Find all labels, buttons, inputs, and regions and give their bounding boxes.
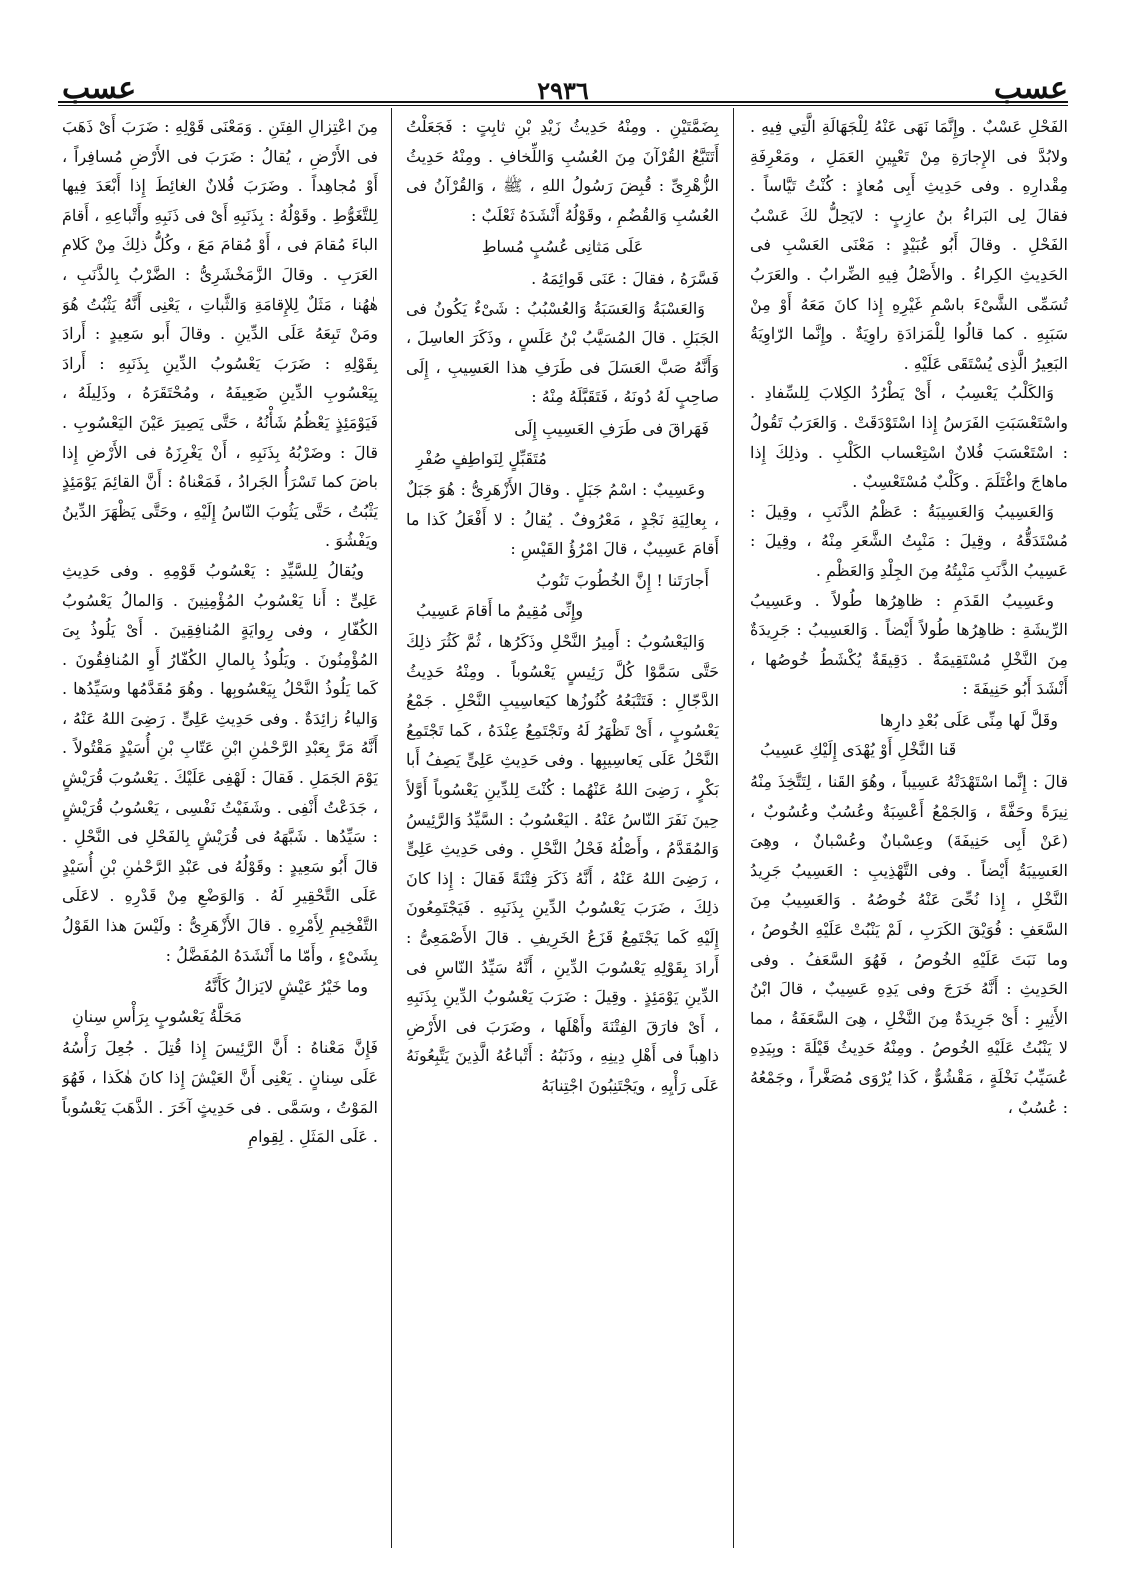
paragraph: وعَسِيبٌ : اسْمُ جَبَلٍ . وقالَ الأَزْهَرِىُّ : هُوَ جَبَلٌ ، بِعالِيَةِ نَجْدٍ ، مَعْرُوفٌ . يُقالُ : لا أَفْعَلُ كَذا ما أَقامَ عَسِيبٌ ، قالَ امْرُؤُ القَيْسِ : [406,480,719,559]
head-word-left: عسب [62,71,137,106]
paragraph: فَإِنَّ مَعْناهُ : أَنَّ الرَّئِيسَ إِذا قُتِلَ . جُعِلَ رَأْسُهُ عَلَى سِنانٍ . يَعْنِى أَنَّ العَيْشَ إِذا كانَ هٰكَذا ، فَهُوَ المَوْتُ ، وسَمَّى . فى حَدِيثٍ آخَرَ . الذَّهَبَ يَعْسُوباً . عَلَى المَثَلِ . لِقِوامِ [62,1038,378,1147]
verse-hemistich-second: مُتَقَبِّلٍ لِنَواطِفٍ صُفْرِ [416,448,547,468]
header-rule-thin [58,105,1068,106]
verse-hemistich-first: فَهَراقَ فى طَرَفِ العَسِيبِ إِلَى [514,418,709,438]
verse [406,566,719,625]
paragraph: وعَسِيبُ القَدَمِ : ظاهِرُها طُولاً . وعَسِيبُ الرِّيشَةِ : ظاهِرُها طُولاً أَيْضاً . وَالعَسِيبُ : جَرِيدَةٌ مِنَ النَّخْلِ مُسْتَقِيمَةٌ . دَقِيقَةٌ يُكْشَطُ خُوصُها ، أَنْشَدَ أَبُو حَنِيفَةَ : [750,590,1068,699]
verse-hemistich-second: مَحَلَّةُ يَعْسُوبٍ بِرَأْسِ سِنانِ [72,1006,242,1026]
verse [62,972,378,1031]
column-left [62,112,378,1548]
paragraph: وَالعَسْبَةُ وَالعَسَبَةُ وَالعُسْبُبُ : شَىْءٌ يَكُونُ فى الجَبَلِ . قالَ المُسَيَّبُ بْنُ عَلَسٍ ، وذَكَرَ العاسِلَ ، وَأَنَّهُ صَبَّ العَسَلَ فى طَرَفِ هذا العَسِيبِ ، إِلَى صاحِبٍ لَهُ دُونَهُ ، فَتَقَبَّلَهُ مِنْهُ : [406,298,719,407]
paragraph: وَالكَلْبُ يَعْسِبُ ، أَىْ يَطْرُدُ الكِلابَ لِلسِّفادِ . واسْتَعْسَبَتِ الفَرَسُ إِذا اسْتَوْدَقَتْ . وَالعَرَبُ تَقُولُ : اسْتَعْسَبَ فُلانٌ اسْتِعْساب الكَلْبِ . وذلِكَ إِذا ماهاجَ واغْتَلَمَ . وكَلْبٌ مُسْتَعْسِبٌ . [750,383,1068,492]
head-word-right: عسب [993,71,1068,106]
paragraph: فَسَّرَهُ ، فقالَ : عَنَى قَوائِمَهُ . [531,268,719,288]
verse-hemistich-first: عَلَى مَثانِى عُسُبٍ مُساطِ [481,237,644,257]
verse [406,414,719,473]
verse-hemistich-second: قَنا النَّخْلِ أَوْ يُهْدَى إِلَيْكِ عَسِيبُ [760,740,957,760]
paragraph: وَاليَعْسُوبُ : أَمِيرُ النَّحْلِ وذَكَرُها ، ثُمَّ كَثُرَ ذلِكَ حَتَّى سَمَّوْا كُلَّ رَئِيسٍ يَعْسُوباً . ومِنْهُ حَدِيثُ الدَّجّالِ : فَتَتْبَعُهُ كُنُوزُها كيَعاسِيبِ النَّحْلِ . جَمْعُ يَعْسُوبٍ ، أَىْ تَظْهَرُ لَهُ وتَجْتَمِعُ عِنْدَهُ ، كَما تَجْتَمِعُ النَّحْلُ عَلَى يَعاسِيبِها . وفى حَدِيثِ عَلِىٍّ يَصِفُ أَبا بَكْرٍ ، رَضِىَ اللهُ عَنْهُما : كُنْتَ لِلدِّينِ يَعْسُوباً أَوَّلاً حِينَ نَفَرَ النّاسُ عَنْهُ . اليَعْسُوبُ : السَّيِّدُ وَالرَّئِيسُ وَالمُقَدَّمُ ، وأَصْلُهُ فَحْلُ النَّحْلِ . وفى حَدِيثِ عَلِىٍّ ، رَضِىَ اللهُ عَنْهُ ، أَنَّهُ ذَكَرَ فِتْنَةً فَقالَ : إِذا كانَ ذلِكَ ، ضَرَبَ يَعْسُوبُ الدِّينِ بِذَنَبِهِ . فَيَجْتَمِعُونَ إِلَيْهِ كَما يَجْتَمِعُ قَزَعُ الخَرِيفِ . قالَ الأَصْمَعِىُّ : أَرادَ بِقَوْلِهِ يَعْسُوبَ الدِّينِ ، أَنَّهُ سَيِّدُ النّاسِ فى الدِّينِ يَوْمَئِذٍ . وقِيلَ : ضَرَبَ يَعْسُوبُ الدِّينِ بِذَنَبِهِ ، أَىْ فارَقَ الفِتْنَةَ وأَهْلَها ، وضَرَبَ فى الأَرْضِ ذاهِباً فى أَهْلِ دِينِهِ ، وذَنَبُهُ : أَتْباعُهُ الَّذِينَ يَتَّبِعُونَهُ عَلَى رَأْيِهِ ، ويَجْتَنِبُونَ اجْتِنابَهُ [406,632,719,1095]
column-right [750,112,1068,1548]
paragraph: الفَحْلِ عَسْبٌ . وإِنَّمَا نَهَى عَنْهُ لِلْجَهَالَةِ الَّتِي فِيهِ . ولابُدَّ فى الإِجارَةِ مِنْ تَعْيِينِ العَمَلِ ، ومَعْرِفَةِ مِقْدارِهِ . وفى حَدِيثِ أَبِى مُعاذٍ : كُنْتُ تَيَّاساً . فقالَ لِى البَراءُ بنُ عازِبٍ : لايَحِلُّ لكَ عَسْبُ الفَحْلِ . وقالَ أَبُو عُبَيْدٍ : مَعْنَى العَسْبِ فى الحَدِيثِ الكِراءُ . والأَصْلُ فِيهِ الضِّرابُ . والعَرَبُ تُسَمِّى الشَّىْءَ باسْمِ غَيْرِهِ إِذا كانَ مَعَهُ أَوْ مِنْ سَبَبِهِ . كما قالُوا لِلْمَزادَةِ راوِيَةٌ . وإِنَّما الرّاوِيَةُ البَعِيرُ الَّذِى يُسْتَقَى عَلَيْهِ . [750,117,1068,373]
verse-hemistich-second: وإِنِّى مُقِيمٌ ما أَقامَ عَسِيبُ [416,600,584,620]
page-number: ٢٩٣٦ [537,76,589,105]
paragraph: ويُقالُ لِلسَّيِّدِ : يَعْسُوبُ قَوْمِهِ . وفى حَدِيثِ عَلِىٍّ : أَنا يَعْسُوبُ المُؤْمِنِينَ . وَالمالُ يَعْسُوبُ الكُفّارِ ، وفى رِوايَةٍ المُنافِقِينَ . أَىْ يَلُوذُ بِىَ المُؤْمِنُونَ . ويَلُوذُ بِالمالِ الكُفّارُ أَوِ المُنافِقُونَ . كَما يَلُوذُ النَّحْلُ بِيَعْسُوبِها . وهُوَ مُقَدَّمُها وسَيِّدُها . وَالياءُ زائِدَةٌ . وفى حَدِيثِ عَلِىٍّ . رَضِىَ اللهُ عَنْهُ ، أَنَّهُ مَرَّ بِعَبْدِ الرَّحْمٰنِ ابْنِ عَتّابِ بْنِ أُسَيْدٍ مَقْتُولاً . يَوْمَ الجَمَلِ . فَقالَ : لَهْفِى عَلَيْكَ . يَعْسُوبَ قُرَيْشٍ ، جَدَعْتُ أَنْفِى . وشَفَيْتُ نَفْسِى ، يَعْسُوبُ قُرَيْشٍ : سَيِّدُها . شَبَّهَهُ فى قُرَيْشٍ بِالفَحْلِ فى النَّحْلِ . قالَ أَبُو سَعِيدٍ : وقَوْلُهُ فى عَبْدِ الرَّحْمٰنِ بْنِ أُسَيْدٍ عَلَى التَّحْقِيرِ لَهُ . وَالوَضْعِ مِنْ قَدْرِهِ . لاعَلَى التَّفْخِيمِ لِأَمْرِهِ . قالَ الأَزْهَرِىُّ : ولَيْسَ هذا القَوْلُ بِشَىْءٍ ، وأَمّا ما أَنْشَدَهُ المُفَضَّلُ : [62,560,378,965]
paragraph: مِنَ اعْتِزالِ الفِتَنِ . وَمَعْنَى قَوْلِهِ : ضَرَبَ أَىْ ذَهَبَ فى الأَرْضِ ، يُقالُ : ضَرَبَ فى الأَرْضِ مُسافِراً ، أَوْ مُجاهِداً . وضَرَبَ فُلانٌ الغائِطَ إِذا أَبْعَدَ فِيها لِلتَّغَوُّطِ . وقَوْلُهُ : بِذَنَبِهِ أَىْ فى ذَنَبِهِ وأَتْباعِهِ ، أَقامَ الباءَ مُقامَ فى ، أَوْ مُقامَ مَعَ ، وكُلُّ ذلِكَ مِنْ كَلامِ العَرَبِ . وقالَ الزَّمَخْشَرِىُّ : الضَّرْبُ بِالذَّنَبِ ، هٰهُنا ، مَثَلٌ لِلإِقامَةِ وَالثَّباتِ ، يَعْنِى أَنَّهُ يَثْبُتُ هُوَ ومَنْ تَبِعَهُ عَلَى الدِّينِ . وقالَ أَبو سَعِيدٍ : أَرادَ بِقَوْلِهِ : ضَرَبَ يَعْسُوبُ الدِّينِ بِذَنَبِهِ : أَرادَ بِيَعْسُوبِ الدِّينِ ضَعِيفَهُ ، ومُحْتَقَرَهُ ، وذَلِيلَهُ ، فَيَوْمَئِذٍ يَعْظُمُ شَأْنُهُ ، حَتَّى يَصِيرَ عَيْنَ اليَعْسُوبِ . قالَ : وضَرْبُهُ بِذَنَبِهِ ، أَنْ يَغْرِزَهُ فى الأَرْضِ إِذا باضَ كما تَسْرَأُ الجَرادُ ، فَمَعْناهُ : أَنَّ القائِمَ يَوْمَئِذٍ يَثْبُتُ ، حَتَّى يَثُوبَ النّاسُ إِلَيْهِ ، وحَتَّى يَظْهَرَ الدِّينُ ويَفْشُوَ . [62,117,378,551]
column-middle [406,112,719,1548]
paragraph: بِضَمَّتَيْنِ . ومِنْهُ حَدِيثُ زَيْدِ بْنِ ثابِتٍ : فَجَعَلْتُ أَتَتَبَّعُ القُرْآنَ مِنَ العُسُبِ وَاللِّخافِ . ومِنْهُ حَدِيثُ الزُّهْرِىِّ : قُبِضَ رَسُولُ اللهِ ، ﷺ ، وَالقُرْآنُ فى العُسُبِ وَالقُضُمِ ، وقَوْلُهُ أَنْشَدَهُ ثَعْلَبٌ : [406,117,719,225]
verse-hemistich-first: وما خَيْرُ عَيْشٍ لايَزالُ كَأَنَّهُ [204,977,368,997]
paragraph: قالَ : إِنَّما اسْتَهْدَتْهُ عَسِيباً ، وهُوَ القَنا ، لِتَتَّخِذَ مِنْهُ نِيرَةً وحَفَّةً ، وَالجَمْعُ أَعْسِبَةٌ وعُسُبٌ وعُسُوبٌ ، (عَنْ أَبِى حَنِيفَةَ) وعِسْبانٌ وعُسْبانٌ ، وهِىَ العَسِيبَةُ أَيْضاً . وفى التَّهْذِيبِ : العَسِيبُ جَرِيدُ النَّخْلِ ، إِذا نُحِّىَ عَنْهُ خُوصُهُ . وَالعَسِيبُ مِنَ السَّعَفِ : فُوَيْقَ الكَرَبِ ، لَمْ يَنْبُتْ عَلَيْهِ الخُوصُ ، وما نَبَتَ عَلَيْهِ الخُوصُ ، فَهُوَ السَّعَفُ . وفى الحَدِيثِ : أَنَّهُ خَرَجَ وفى يَدِهِ عَسِيبٌ ، قالَ ابْنُ الأَثِيرِ : أَىْ جَرِيدَةٌ مِنَ النَّخْلِ ، هِىَ السَّعَفَةُ ، مما لا يَنْبُتُ عَلَيْهِ الخُوصُ . ومِنْهُ حَدِيثُ قَيْلَةَ : وبِيَدِهِ عُسَيِّبُ نَخْلَةٍ ، مَقْشُوٌّ ، كَذا يُرْوَى مُصَغَّراً ، وجَمْعُهُ : عُسُبٌ ، [750,772,1068,1117]
header-rule [58,101,1068,103]
column-divider-left [391,108,392,1548]
column-divider-right [733,108,734,1548]
verse-hemistich-first: أَجارَتَنا ! إِنَّ الخُطُوبَ تَنُوبُ [536,570,709,590]
paragraph: وَالعَسِيبُ وَالعَسِيبَةُ : عَظْمُ الذَّنَبِ ، وقِيلَ : مُسْتَدَقُّهُ ، وقِيلَ : مَنْبِتُ الشَّعَرِ مِنْهُ ، وقِيلَ : عَسِيبُ الذَّنَبِ مَنْبِتُهُ مِنَ الجِلْدِ وَالعَظْمِ . [750,501,1068,580]
verse [750,706,1068,765]
verse [406,232,719,262]
verse-hemistich-first: وقَلَّ لَها مِنِّى عَلَى بُعْدِ دارِها [879,710,1058,730]
